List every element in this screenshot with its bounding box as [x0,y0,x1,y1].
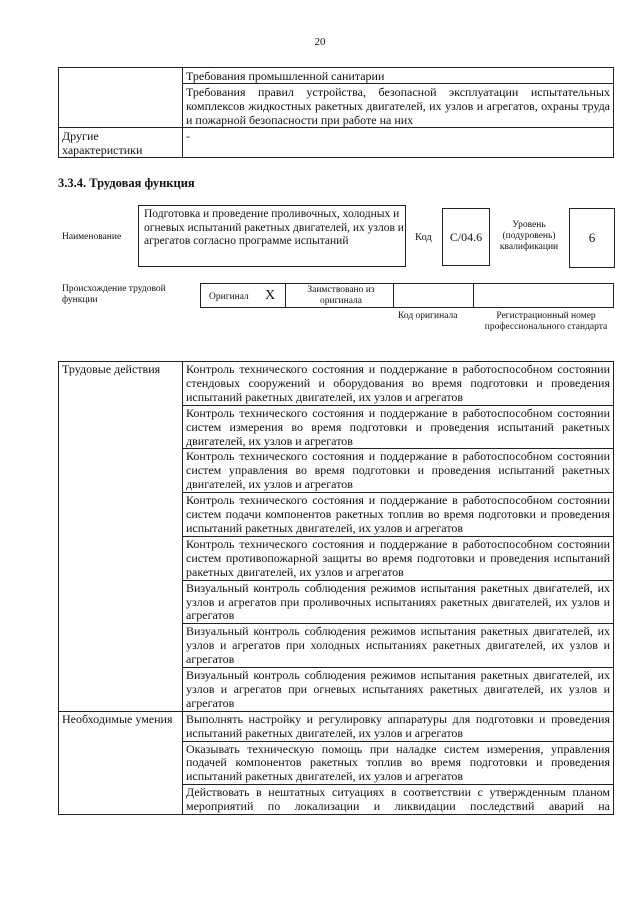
code-value: C/04.6 [449,230,483,244]
level-label: Уровень (подуровень) квалификации [499,220,559,252]
origin-divider [473,283,474,308]
labor-action: Контроль технического состояния и поддержание в работоспособном состоянии систем подачи компонентов ракетных топлив во время подготовки и проведения испытаний ракетных двигателей, их узлов и агрегатов [183,493,614,537]
origin-divider [393,283,394,308]
origin-label: Происхождение трудовой функции [62,284,166,305]
labor-action: Визуальный контроль соблюдения режимов испытания ракетных двигателей, их узлов и агрегатов при огневых испытаниях ракетных двигателей, их узлов и агрегатов [183,668,614,712]
section-heading: 3.3.4. Трудовая функция [58,176,195,190]
code-original-label: Код оригинала [398,311,458,321]
origin-divider [285,283,286,308]
labor-action: Визуальный контроль соблюдения режимов испытания ракетных двигателей, их узлов и агрегатов при проливочных испытаниях ракетных двигателей, их узлов и агрегатов [183,580,614,624]
table-row [59,68,614,84]
original-mark: X [265,288,276,303]
other-characteristics-label: Другие характеристики [59,128,183,158]
skill-item: Выполнять настройку и регулировку аппаратуры для подготовки и проведения испытаний ракетных двигателей, их узлов и агрегатов [183,711,614,741]
labor-action: Контроль технического состояния и поддержание в работоспособном состоянии систем противопожарной защиты во время подготовки и проведения испытаний ракетных двигателей, их узлов и агрегатов [183,536,614,580]
borrowed-label: Заимствовано из оригинала [307,285,375,306]
page-number: 20 [314,36,326,48]
code-label: Код [415,232,432,243]
level-box [569,208,615,268]
labor-action: Визуальный контроль соблюдения режимов испытания ракетных двигателей, их узлов и агрегатов при холодных испытаниях ракетных двигателей, их узлов и агрегатов [183,624,614,668]
labor-actions-label: Трудовые действия [59,362,183,712]
skills-label: Необходимые умения [59,711,183,814]
reg-number-label: Регистрационный номер профессионального стандарта [484,311,608,332]
top-label-cell [59,68,183,128]
origin-row [200,283,614,308]
original-label: Оригинал [209,292,249,302]
skill-item: Действовать в нештатных ситуациях в соответствии с утвержденным планом мероприятий по локализации и ликвидации последствий аварий на [183,785,614,815]
name-label: Наименование [62,232,122,242]
labor-action: Контроль технического состояния и поддержание в работоспособном состоянии систем управления во время подготовки и проведения испытаний ракетных двигателей, их узлов и агрегатов [183,449,614,493]
table-row [59,362,614,406]
requirement-text: Требования промышленной санитарии [183,68,614,84]
table-row [59,128,614,158]
labor-function-table [58,361,614,815]
code-box [442,208,490,266]
labor-action: Контроль технического состояния и поддержание в работоспособном состоянии систем измерения во время подготовки и проведения испытаний ракетных двигателей, их узлов и агрегатов [183,405,614,449]
requirement-text: Требования правил устройства, безопасной эксплуатации испытательных комплексов жидкостных ракетных двигателей, их узлов и агрегатов, охраны труда и пожарной безопасности при работе на них [183,84,614,128]
function-name-box [138,205,406,267]
function-name-value: Подготовка и проведение проливочных, холодных и огневых испытаний ракетных двигателей, их узлов и агрегатов согласно программе испытаний [144,208,404,247]
top-requirements-table [58,67,614,158]
table-row [59,711,614,741]
skill-item: Оказывать техническую помощь при наладке систем измерения, управления подачей компонентов ракетных топлив во время подготовки и проведения испытаний ракетных двигателей, их узлов и агрегатов [183,741,614,785]
labor-action: Контроль технического состояния и поддержание в работоспособном состоянии стендовых сооружений и оборудования во время подготовки и проведения испытаний ракетных двигателей, их узлов и агрегатов [183,362,614,406]
other-characteristics-value: - [183,128,614,158]
level-value: 6 [588,230,596,245]
